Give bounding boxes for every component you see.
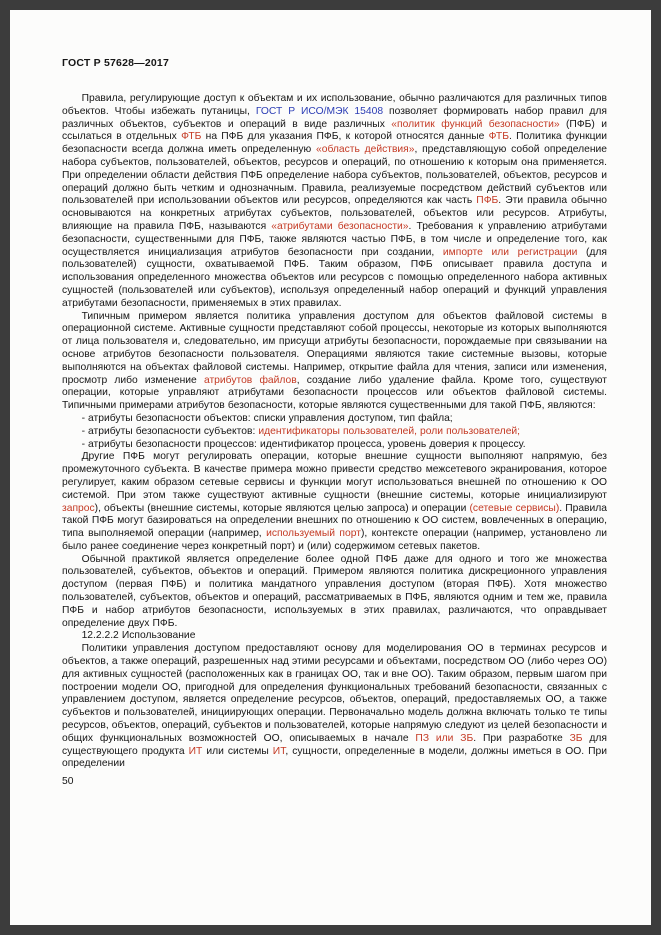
highlighted-text: ФТБ xyxy=(488,131,509,143)
highlighted-text: запрос xyxy=(62,502,95,514)
highlighted-text: идентификаторы пользователей, роли пользователей; xyxy=(258,425,521,437)
text-segment: (для пользователей) сущности, охватываемой ПФБ. Таким образом, ПФБ описывает правила доступа и использования определенного множества объектов или ресурсов с помощью определенного набора активных сущностей (пользователей или субъектов), используя определенный набор операций и функций управления атрибутами безопасности, применяемых в этих правилах. xyxy=(62,246,607,309)
text-segment: (ПФБ) и ссылаться в отдельных xyxy=(62,118,608,143)
paragraph xyxy=(62,451,607,553)
document-page xyxy=(10,10,651,925)
text-segment: для существующего продукта xyxy=(62,732,607,757)
text-segment: - атрибуты безопасности субъектов: xyxy=(81,425,259,437)
list-item xyxy=(62,439,607,452)
paragraph xyxy=(62,93,607,311)
text-segment: , сущности, определенные в модели, должны иметься в ОО. При определении xyxy=(62,745,608,770)
list-item xyxy=(62,426,607,439)
text-segment: . Эти правила обычно основываются на конкретных атрибутах субъектов, пользователей, объектов или ресурсов. Атрибуты, влияющие на правила ПФБ, называются xyxy=(62,195,607,232)
text-segment: ), контексте операции (например, установлено ли было ранее соединение через конкретный порт) и (или) содержимом сетевых пакетов. xyxy=(62,528,607,552)
text-segment: на ПФБ для указания ПФБ, к которой относятся данные xyxy=(201,131,489,143)
text-segment: или системы xyxy=(202,745,273,757)
text-segment: позволяет формировать набор правил для различных объектов, субъектов и операций в виде различных xyxy=(62,105,608,130)
highlighted-text: ЗБ xyxy=(569,732,583,744)
highlighted-text: ПЗ или ЗБ xyxy=(415,732,474,744)
text-segment: . Политика функции безопасности всегда должна иметь определенную xyxy=(62,131,607,156)
text-segment: , представляющую собой определение набора субъектов, пользователей, объектов, ресурсов и операций, по отношению к которым она применяется. При определении области действия ПФБ определение набора субъектов, пользователей, объектов, ресурсов и операций должно быть четким и однозначным. Правила, реализуемые посредством действий субъектов или пользователей при использовании объектов или ресурсов, определяются как часть xyxy=(62,144,608,207)
highlighted-text: «политик функций безопасности» xyxy=(391,118,560,130)
document-body xyxy=(62,93,607,771)
list-item xyxy=(62,413,607,426)
highlighted-text: ГОСТ Р ИСО/МЭК 15408 xyxy=(255,105,384,117)
paragraph xyxy=(62,643,607,771)
paragraph xyxy=(62,554,607,631)
text-segment: - атрибуты безопасности объектов: списки управления доступом, тип файла; xyxy=(81,412,453,424)
highlighted-text: ФТБ xyxy=(181,131,202,143)
text-segment: ), объекты (внешние системы, которые являются целью запроса) и операции xyxy=(94,502,470,514)
text-segment: Правила, регулирующие доступ к объектам и их использование, обычно различаются для различных типов объектов. Чтобы избежать путаницы, xyxy=(62,93,607,117)
text-segment: , создание либо удаление файла. Кроме того, существуют операции, которые управляют атрибутами безопасности процессов или объектов файловой системы. Типичными примерами атрибутов безопасности, которые являются существенными для такой ПФБ, являются: xyxy=(62,374,607,412)
highlighted-text: (сетевые сервисы) xyxy=(469,502,560,514)
text-segment: 12.2.2.2 Использование xyxy=(81,630,196,642)
highlighted-text: используемый порт xyxy=(266,528,361,540)
page-number: 50 xyxy=(62,776,74,788)
highlighted-text: импорте или регистрации xyxy=(442,246,578,258)
text-segment: Политики управления доступом предоставляют основу для моделирования ОО в терминах ресурсов и объектов, а также операций, разрешенных над этими ресурсами и объектами, посредством ОО (либо через ОО) для активных сущностей (расположенных как в границах ОО, так и вне ОО). Таким образом, первым шагом при построении модели ОО, пригодной для определения функциональных требований безопасности, связанных с управлением доступом, является определение ресурсов, объектов, операций, предоставляемых ОО, а также субъектов и пользователей, инициирующих операции. Первоначально модель должна включать только те типы ресурсов, объектов, операций, субъектов и пользователей, которые напрямую следуют из целей безопасности и общих функциональных возможностей ОО, описываемых в начале xyxy=(62,643,607,744)
text-segment: . Требования к управлению атрибутами безопасности, существенными для ПФБ, также являются частью ПФБ, в том числе и определение того, как осуществляется инициализация атрибутов безопасности при создании, xyxy=(62,220,607,258)
highlighted-text: ПФБ xyxy=(476,195,499,207)
text-segment: . При разработке xyxy=(473,732,570,744)
highlighted-text: «атрибутами безопасности» xyxy=(271,220,409,232)
highlighted-text: ИТ xyxy=(188,745,203,757)
text-segment: Обычной практикой является определение более одной ПФБ даже для одного и того же множества пользователей, субъектов, объектов и операций. Примером являются политика дискреционного управления доступом (первая ПФБ) и политика мандатного управления доступом (вторая ПФБ). Хотя множество пользователей, субъектов, объектов и операций, рассматриваемых в ПФБ, являются одним и тем же, правила ПФБ и набор атрибутов безопасности, используемых в этих правилах, различаются, что оправдывает определение двух ПФБ. xyxy=(62,553,607,629)
text-segment: . Правила такой ПФБ могут базироваться на определении внешних по отношению к ОО систем, вовлеченных в операцию, типа выполняемой операции (например, xyxy=(62,502,608,540)
highlighted-text: ИТ xyxy=(272,745,286,757)
highlighted-text: «область действия» xyxy=(316,144,415,156)
paragraph xyxy=(62,311,607,413)
text-segment: Типичным примером является политика управления доступом для объектов файловой системы в операционной системе. Активные сущности представляют собой процессы, некоторые из которых выполняются от лица пользователя и, следовательно, им присущи атрибуты безопасности, порождаемые при связывании на основе атрибутов безопасности пользователя. Операциями являются такие системные вызовы, которые выполняются на объектах файловой системы. Например, открытие файла для чтения, записи или изменения, просмотр либо изменение xyxy=(62,310,607,386)
section-heading xyxy=(62,630,607,643)
highlighted-text: атрибутов файлов xyxy=(203,374,297,386)
text-segment: - атрибуты безопасности процессов: идентификатор процесса, уровень доверия к процессу. xyxy=(81,438,526,450)
document-header: ГОСТ Р 57628—2017 xyxy=(62,57,170,69)
text-segment: Другие ПФБ могут регулировать операции, которые внешние сущности выполняют напрямую, без промежуточного субъекта. В качестве примера можно привести средство межсетевого экранирования, которое регулирует, каким образом сетевые сервисы и функции могут использоваться внешней по отношению к ОО системой. При этом также существуют активные сущности (внешние системы, которые инициализируют xyxy=(62,451,607,501)
